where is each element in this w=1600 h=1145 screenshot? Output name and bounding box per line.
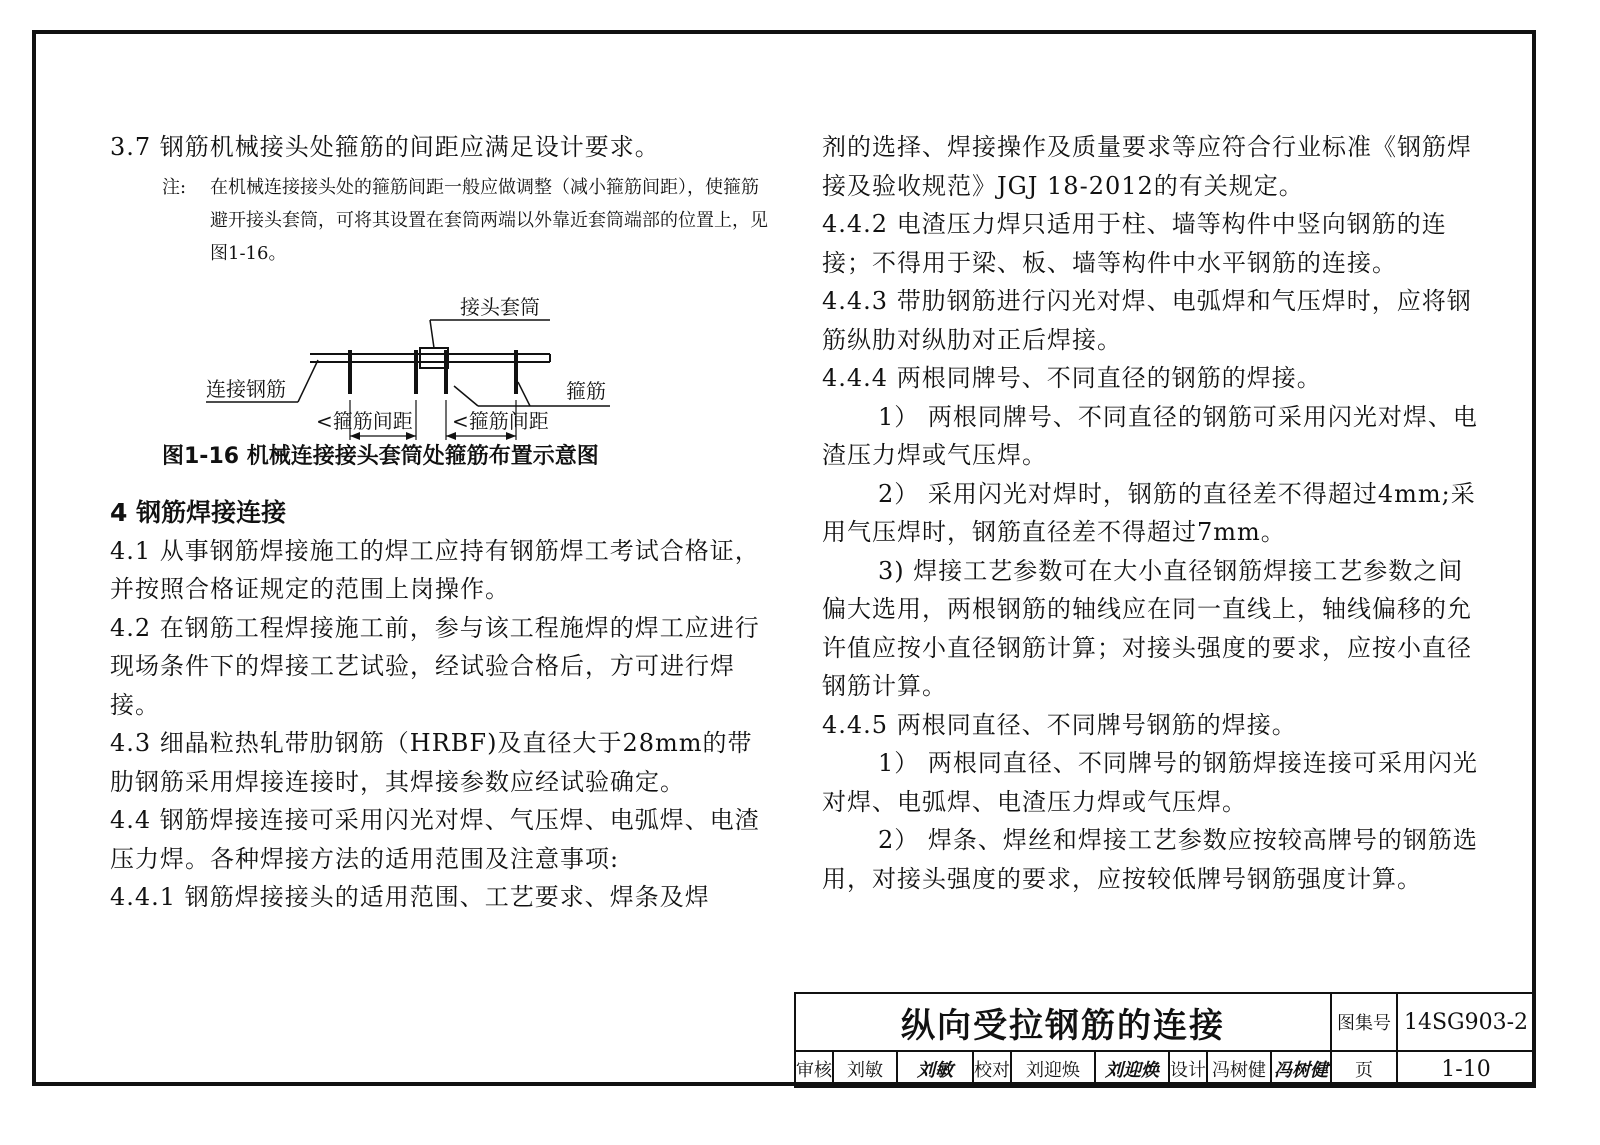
clause-4-4-4-item-2: 2） 采用闪光对焊时，钢筋的直径差不得超过4mm;采用气压焊时，钢筋直径差不得超过7mm。	[822, 479, 1476, 546]
dim-arrow-2a	[446, 432, 456, 440]
clause-4-4-4-item-1: 1） 两根同牌号、不同直径的钢筋可采用闪光对焊、电渣压力焊或气压焊。	[822, 402, 1478, 469]
clause-4-4-4: 4.4.4 两根同牌号、不同直径的钢筋的焊接。	[822, 364, 1322, 392]
clause-4-4-5-item-1: 1） 两根同直径、不同牌号的钢筋焊接连接可采用闪光对焊、电弧焊、电渣压力焊或气压焊。	[822, 749, 1478, 816]
drawing-title: 纵向受拉钢筋的连接	[795, 993, 1331, 1051]
clause-4-2: 4.2 在钢筋工程焊接施工前，参与该工程施焊的焊工应进行现场条件下的焊接工艺试验，经试验合格后，方可进行焊接。	[110, 613, 760, 719]
note-text: 在机械连接接头处的箍筋间距一般应做调整（减小箍筋间距），使箍筋避开接头套筒，可将其设置在套筒两端以外靠近套筒端部的位置上，见图1-16。	[210, 176, 768, 264]
label-sleeve: 接头套筒	[460, 294, 540, 319]
label-rebar: 连接钢筋	[206, 376, 286, 401]
leader-sleeve	[430, 320, 434, 348]
note-block	[110, 171, 770, 270]
figure-1-16	[110, 270, 710, 440]
title-block	[794, 992, 1536, 1086]
clause-4-4-4-item-3: 3) 焊接工艺参数可在大小直径钢筋焊接工艺参数之间偏大选用，两根钢筋的轴线应在同一直线上，轴线偏移的允许值应按小直径钢筋计算；对接头强度的要求，应按小直径钢筋计算。	[822, 556, 1472, 700]
page-number: 1-10	[1397, 1051, 1535, 1087]
clause-3-7: 3.7 钢筋机械接头处箍筋的间距应满足设计要求。	[110, 133, 660, 161]
checker-signature: 刘迎焕	[1095, 1051, 1169, 1087]
check-label: 校对	[973, 1051, 1011, 1087]
sleeve-shape	[420, 348, 448, 368]
dim-arrow-1b	[406, 432, 416, 440]
atlas-number: 14SG903-2	[1397, 993, 1535, 1051]
leader-rebar	[298, 360, 318, 402]
clause-4-3: 4.3 细晶粒热轧带肋钢筋（HRBF)及直径大于28mm的带肋钢筋采用焊接连接时，其焊接参数应经试验确定。	[110, 729, 753, 796]
figure-caption: 图1-16 机械连接接头套筒处箍筋布置示意图	[162, 443, 599, 469]
dim-arrow-2b	[506, 432, 516, 440]
clause-4-4-1-cont: 剂的选择、焊接操作及质量要求等应符合行业标准《钢筋焊接及验收规范》JGJ 18-2012的有关规定。	[822, 133, 1472, 200]
leader-stirrup-b	[518, 382, 530, 406]
clause-4-1: 4.1 从事钢筋焊接施工的焊工应持有钢筋焊工考试合格证，并按照合格证规定的范围上岗操作。	[110, 536, 760, 603]
clause-4-4-3: 4.4.3 带肋钢筋进行闪光对焊、电弧焊和气压焊时，应将钢筋纵肋对纵肋对正后焊接。	[822, 287, 1472, 354]
left-column	[110, 128, 770, 917]
atlas-label: 图集号	[1331, 993, 1397, 1051]
designer-signature: 冯树健	[1271, 1051, 1331, 1087]
dim-arrow-1a	[350, 432, 360, 440]
designer-name: 冯树健	[1207, 1051, 1271, 1087]
reviewer-signature: 刘敏	[897, 1051, 973, 1087]
clause-4-4-1: 4.4.1 钢筋焊接接头的适用范围、工艺要求、焊条及焊	[110, 883, 710, 911]
clause-4-4-5: 4.4.5 两根同直径、不同牌号钢筋的焊接。	[822, 710, 1297, 739]
design-label: 设计	[1169, 1051, 1207, 1087]
checker-name: 刘迎焕	[1011, 1051, 1095, 1087]
clause-4-4-2: 4.4.2 电渣压力焊只适用于柱、墙等构件中竖向钢筋的连接；不得用于梁、板、墙等构件中水平钢筋的连接。	[822, 210, 1447, 277]
note-label: 注:	[162, 176, 187, 198]
title-block-table	[794, 992, 1536, 1088]
leader-stirrup-a	[454, 386, 478, 406]
page-label: 页	[1331, 1051, 1397, 1087]
section-4-heading: 4 钢筋焊接连接	[110, 497, 287, 527]
clause-4-4: 4.4 钢筋焊接连接可采用闪光对焊、气压焊、电弧焊、电渣压力焊。各种焊接方法的适用范围及注意事项:	[110, 806, 760, 873]
reviewer-name: 刘敏	[833, 1051, 897, 1087]
review-label: 审核	[795, 1051, 833, 1087]
clause-4-4-5-item-2: 2） 焊条、焊丝和焊接工艺参数应按较高牌号的钢筋选用，对接头强度的要求，应按较低牌号钢筋强度计算。	[822, 826, 1478, 893]
right-column	[822, 128, 1482, 898]
label-spacing-2: <箍筋间距	[452, 408, 549, 433]
label-stirrup: 箍筋	[566, 378, 606, 403]
label-spacing-1: <箍筋间距	[316, 408, 413, 433]
